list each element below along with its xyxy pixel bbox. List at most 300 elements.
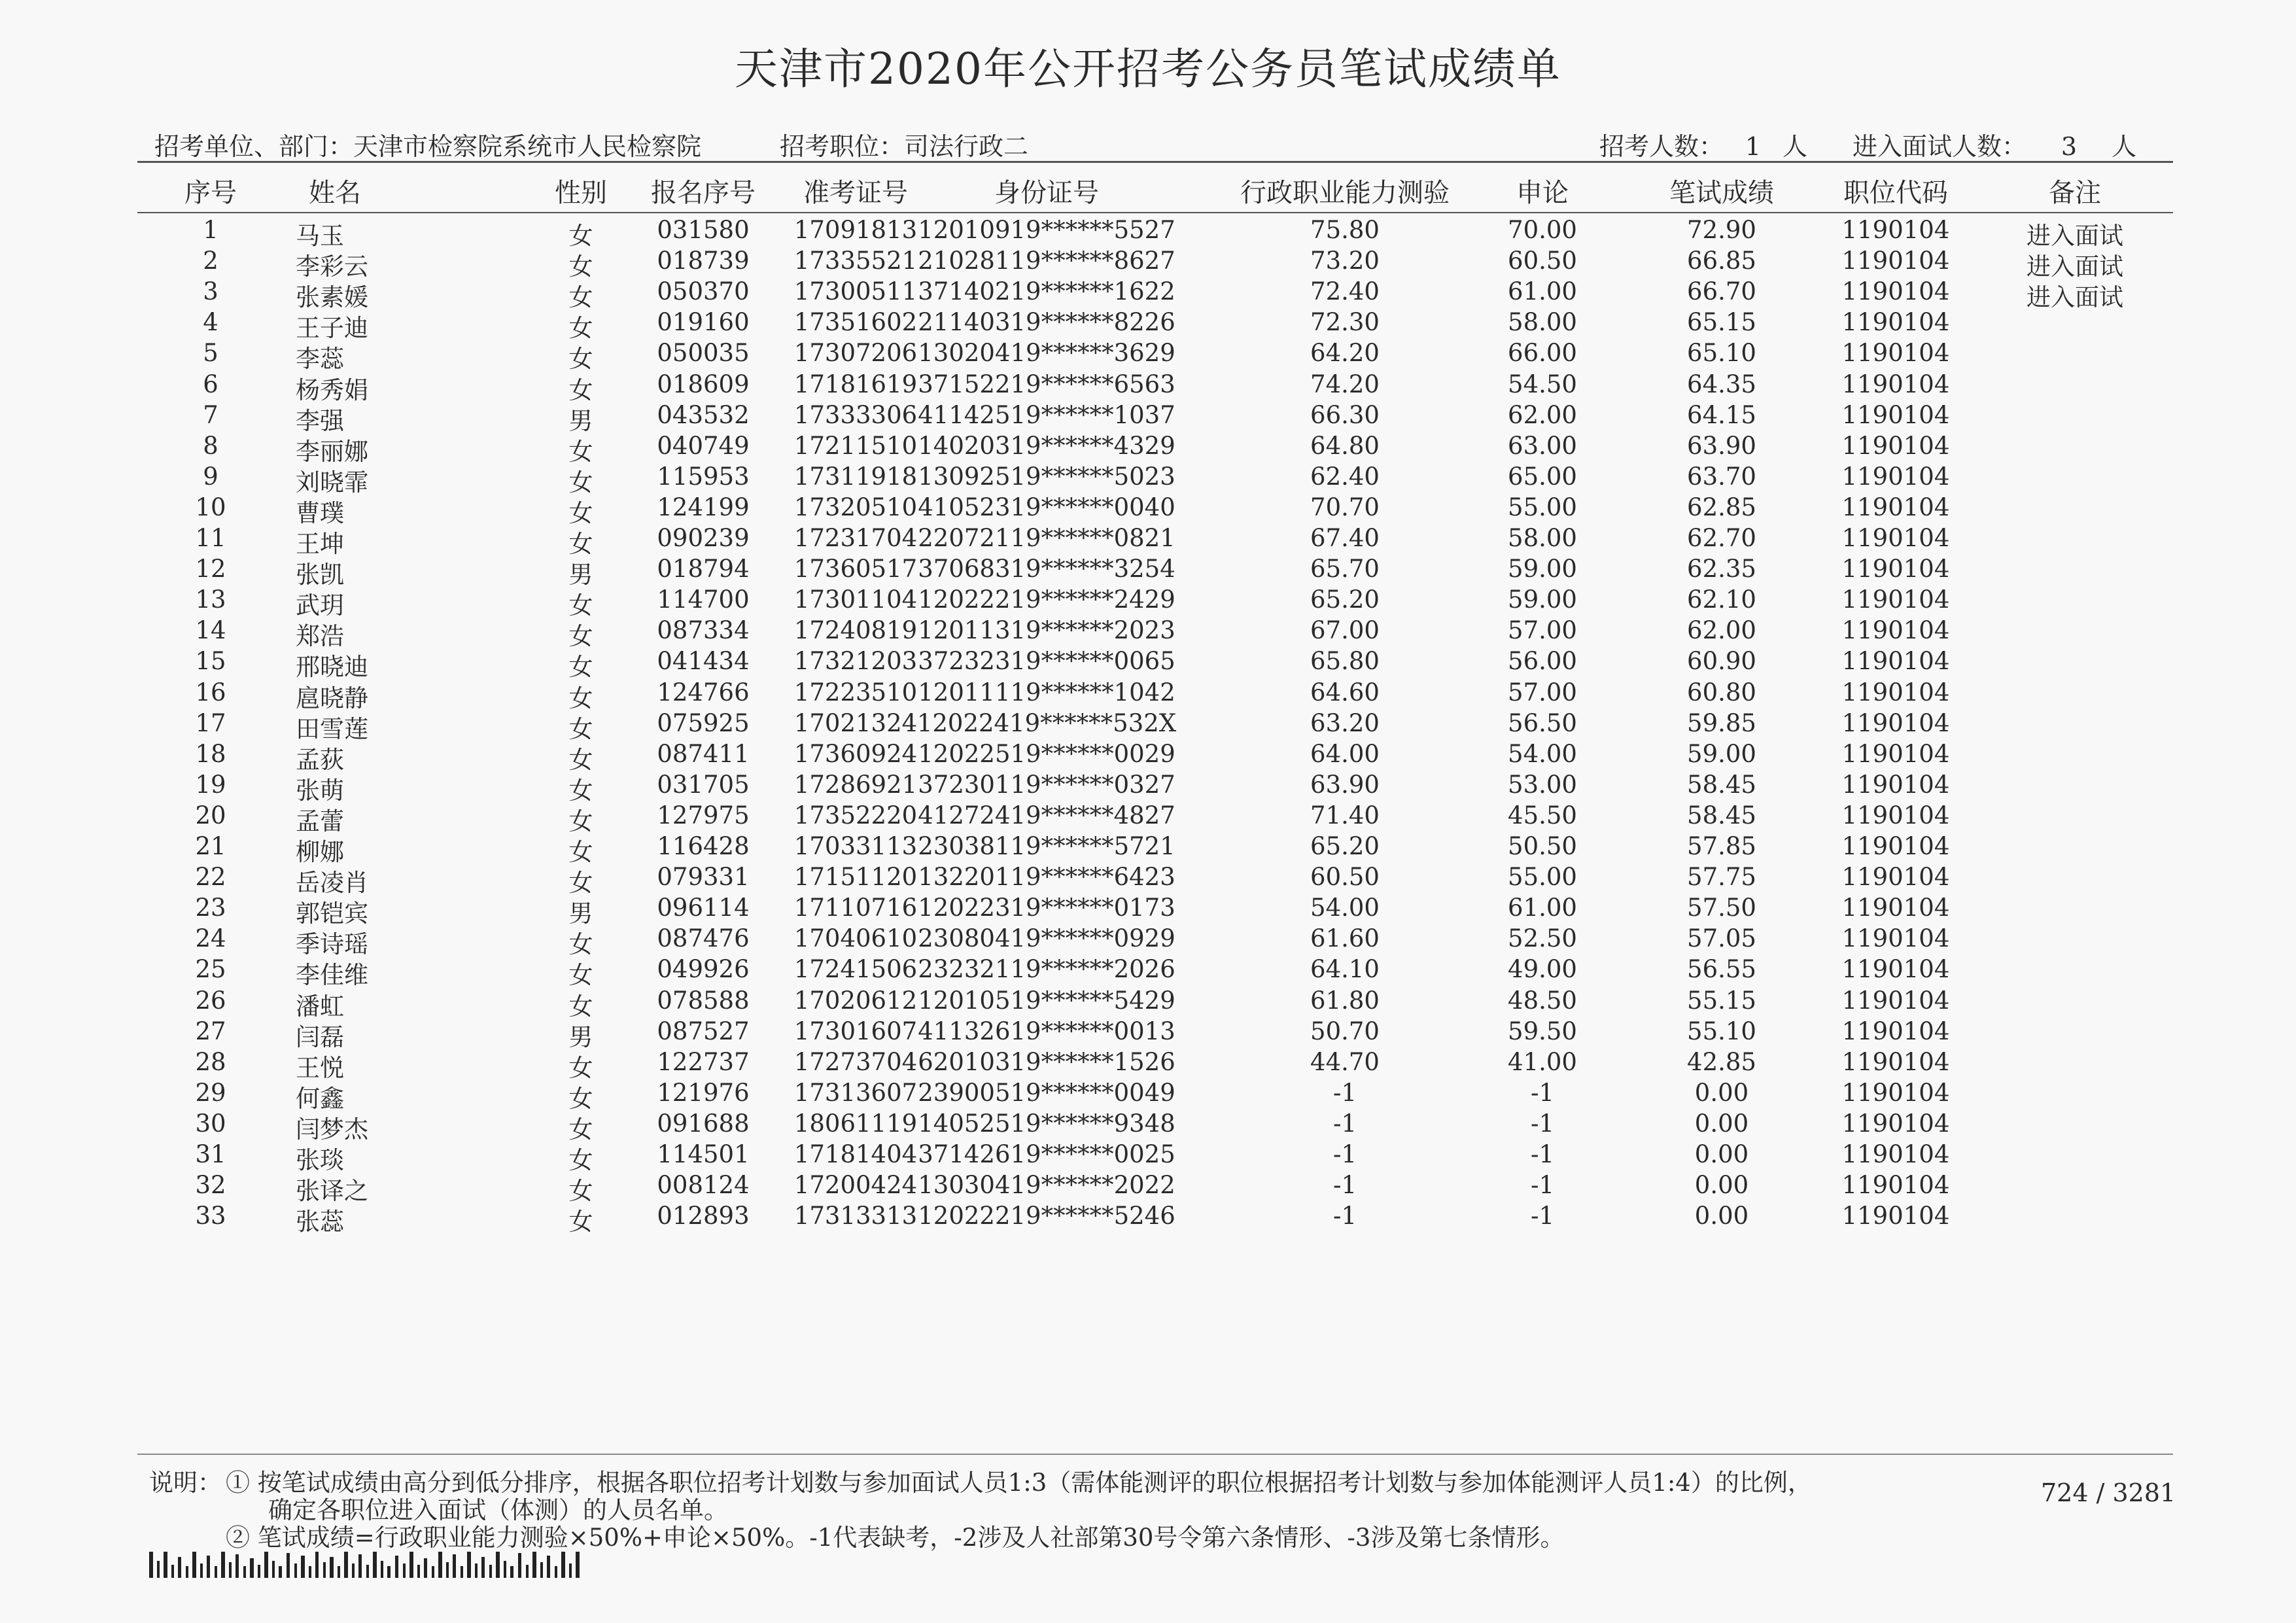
cell-essay-score: 48.50 [1508, 986, 1577, 1015]
table-row [0, 955, 2296, 990]
cell-name: 张译之 [296, 1177, 368, 1206]
cell-name: 邢晓迪 [296, 653, 368, 682]
cell-position-code: 1190104 [1841, 339, 1950, 368]
cell-written-score: 65.15 [1687, 308, 1756, 337]
table-row [0, 1078, 2296, 1113]
cell-registration-no: 114700 [657, 585, 750, 614]
cell-gender: 女 [568, 530, 593, 558]
cell-index: 32 [195, 1171, 226, 1200]
cell-position-code: 1190104 [1841, 1047, 1950, 1076]
cell-admission-ticket: 17311918 [793, 462, 918, 491]
cell-name: 孟蕾 [296, 807, 344, 835]
interview-count-unit: 人 [2112, 132, 2137, 161]
cell-admission-ticket: 17021324 [793, 708, 918, 737]
table-row [0, 647, 2296, 682]
cell-index: 8 [203, 431, 218, 460]
cell-name: 张琰 [296, 1146, 344, 1174]
cell-index: 29 [195, 1078, 226, 1107]
cell-aptitude-score: 61.60 [1310, 924, 1380, 953]
cell-gender: 女 [568, 714, 593, 743]
table-row [0, 555, 2296, 589]
cell-id-number: 62010319******1526 [918, 1047, 1175, 1076]
recruiting-position-label: 招考职位： [780, 132, 905, 161]
cell-admission-ticket: 17313313 [793, 1202, 918, 1230]
cell-id-number: 13220119******6423 [918, 863, 1175, 892]
cell-name: 岳凌肖 [296, 869, 368, 898]
cell-registration-no: 087527 [657, 1017, 750, 1045]
cell-essay-score: 57.00 [1508, 678, 1577, 707]
cell-written-score: 72.90 [1687, 216, 1756, 244]
cell-index: 6 [203, 370, 218, 398]
cell-index: 25 [195, 955, 226, 984]
cell-position-code: 1190104 [1841, 524, 1950, 552]
cell-admission-ticket: 17335521 [793, 247, 918, 275]
cell-written-score: 60.90 [1687, 647, 1756, 676]
cell-written-score: 66.85 [1687, 247, 1756, 275]
cell-essay-score: 59.00 [1508, 585, 1577, 614]
cell-admission-ticket: 17181619 [793, 370, 918, 398]
cell-remark: 进入面试 [2026, 253, 2123, 281]
interview-count-value: 3 [2061, 132, 2078, 161]
interview-count [1852, 126, 2136, 162]
cell-admission-ticket: 17360924 [793, 739, 918, 768]
cell-registration-no: 018794 [657, 555, 750, 584]
cell-index: 14 [195, 616, 226, 645]
table-row [0, 1047, 2296, 1082]
cell-id-number: 13020419******3629 [918, 339, 1175, 368]
cell-position-code: 1190104 [1841, 863, 1950, 892]
cell-admission-ticket: 17020612 [793, 986, 918, 1015]
cell-index: 31 [195, 1140, 226, 1168]
cell-admission-ticket: 17300511 [793, 277, 918, 306]
cell-written-score: 56.55 [1687, 955, 1756, 984]
cell-position-code: 1190104 [1841, 216, 1950, 244]
table-row [0, 678, 2296, 712]
table-row [0, 1171, 2296, 1206]
cell-written-score: 59.00 [1687, 739, 1756, 768]
cell-registration-no: 115953 [657, 462, 750, 491]
table-row [0, 863, 2296, 898]
cell-admission-ticket: 17273704 [793, 1047, 918, 1076]
cell-essay-score: 52.50 [1508, 924, 1577, 953]
cell-position-code: 1190104 [1841, 616, 1950, 645]
cell-admission-ticket: 17240819 [793, 616, 918, 645]
recruiting-unit [154, 126, 701, 162]
cell-index: 33 [195, 1202, 226, 1230]
cell-gender: 女 [568, 591, 593, 620]
cell-registration-no: 050035 [657, 339, 750, 368]
cell-registration-no: 049926 [657, 955, 750, 984]
cell-aptitude-score: 73.20 [1310, 247, 1380, 275]
cell-id-number: 37230119******0327 [918, 770, 1175, 799]
cell-aptitude-score: 67.00 [1310, 616, 1380, 645]
cell-admission-ticket: 17151120 [793, 863, 918, 892]
cell-name: 马玉 [296, 222, 344, 250]
cell-id-number: 23232119******2026 [918, 955, 1175, 984]
cell-essay-score: 56.00 [1508, 647, 1577, 676]
cell-admission-ticket: 17211510 [793, 431, 918, 460]
table-row [0, 1109, 2296, 1143]
cell-position-code: 1190104 [1841, 770, 1950, 799]
cell-gender: 女 [568, 992, 593, 1021]
notes-label: 说明： [149, 1469, 222, 1497]
cell-admission-ticket: 17313607 [793, 1078, 918, 1107]
cell-written-score: 57.75 [1687, 863, 1756, 892]
cell-aptitude-score: -1 [1332, 1078, 1357, 1107]
header-aptitude-test: 行政职业能力测验 [1240, 178, 1450, 208]
cell-written-score: 62.70 [1687, 524, 1756, 552]
cell-aptitude-score: -1 [1332, 1202, 1357, 1230]
cell-index: 7 [203, 400, 218, 429]
cell-aptitude-score: 66.30 [1310, 400, 1380, 429]
cell-written-score: 58.45 [1687, 801, 1756, 829]
cell-registration-no: 043532 [657, 400, 750, 429]
cell-index: 20 [195, 801, 226, 829]
cell-registration-no: 019160 [657, 308, 750, 337]
cell-aptitude-score: 64.80 [1310, 431, 1380, 460]
cell-essay-score: 59.50 [1508, 1017, 1577, 1045]
cell-gender: 女 [568, 437, 593, 466]
cell-index: 28 [195, 1047, 226, 1076]
cell-gender: 女 [568, 930, 593, 959]
table-row [0, 370, 2296, 404]
cell-name: 柳娜 [296, 838, 344, 866]
cell-registration-no: 078588 [657, 986, 750, 1015]
cell-essay-score: 60.50 [1508, 247, 1577, 275]
table-row [0, 894, 2296, 928]
cell-admission-ticket: 17360517 [793, 555, 918, 584]
cell-gender: 男 [568, 1022, 593, 1051]
cell-name: 张素媛 [296, 283, 368, 312]
cell-admission-ticket: 17351602 [793, 308, 918, 337]
cell-registration-no: 121976 [657, 1078, 750, 1107]
cell-admission-ticket: 17333306 [793, 400, 918, 429]
cell-gender: 女 [568, 1084, 593, 1113]
cell-aptitude-score: -1 [1332, 1109, 1357, 1138]
cell-position-code: 1190104 [1841, 924, 1950, 953]
cell-id-number: 12010919******5527 [918, 216, 1175, 244]
barcode [149, 1552, 581, 1578]
cell-written-score: 57.50 [1687, 894, 1756, 922]
cell-registration-no: 008124 [657, 1171, 750, 1200]
table-row [0, 524, 2296, 558]
cell-position-code: 1190104 [1841, 1017, 1950, 1045]
table-row [0, 1140, 2296, 1174]
table-row [0, 708, 2296, 743]
cell-position-code: 1190104 [1841, 832, 1950, 860]
cell-aptitude-score: 50.70 [1310, 1017, 1380, 1045]
cell-aptitude-score: 65.20 [1310, 832, 1380, 860]
cell-written-score: 62.10 [1687, 585, 1756, 614]
cell-essay-score: 54.50 [1508, 370, 1577, 398]
cell-id-number: 41142519******1037 [918, 400, 1175, 429]
cell-essay-score: 54.00 [1508, 739, 1577, 768]
cell-index: 16 [195, 678, 226, 707]
table-row [0, 493, 2296, 527]
cell-registration-no: 087411 [657, 739, 750, 768]
cell-gender: 女 [568, 622, 593, 651]
header-essay: 申论 [1516, 178, 1569, 208]
table-row [0, 339, 2296, 374]
cell-registration-no: 012893 [657, 1202, 750, 1230]
cell-position-code: 1190104 [1841, 1140, 1950, 1168]
cell-gender: 女 [568, 684, 593, 712]
cell-position-code: 1190104 [1841, 555, 1950, 584]
cell-written-score: 0.00 [1694, 1078, 1749, 1107]
hire-count-label: 招考人数： [1599, 132, 1724, 161]
cell-position-code: 1190104 [1841, 1171, 1950, 1200]
cell-admission-ticket: 17301607 [793, 1017, 918, 1045]
cell-position-code: 1190104 [1841, 894, 1950, 922]
cell-position-code: 1190104 [1841, 986, 1950, 1015]
cell-id-number: 12022519******0029 [918, 739, 1175, 768]
cell-name: 何鑫 [296, 1084, 344, 1113]
cell-registration-no: 040749 [657, 431, 750, 460]
cell-gender: 女 [568, 345, 593, 374]
cell-id-number: 12010519******5429 [918, 986, 1175, 1015]
table-row [0, 247, 2296, 281]
cell-aptitude-score: 64.00 [1310, 739, 1380, 768]
cell-written-score: 57.05 [1687, 924, 1756, 953]
cell-admission-ticket: 17352220 [793, 801, 918, 829]
cell-id-number: 23080419******0929 [918, 924, 1175, 953]
cell-name: 郑浩 [296, 622, 344, 651]
cell-written-score: 66.70 [1687, 277, 1756, 306]
cell-id-number: 21140319******8226 [918, 308, 1175, 337]
cell-id-number: 12011119******1042 [918, 678, 1175, 707]
cell-gender: 女 [568, 1053, 593, 1082]
cell-name: 闫梦杰 [296, 1115, 368, 1143]
cell-registration-no: 031705 [657, 770, 750, 799]
cell-index: 11 [195, 524, 226, 552]
cell-essay-score: 63.00 [1508, 431, 1577, 460]
cell-index: 4 [203, 308, 218, 337]
cell-aptitude-score: 64.60 [1310, 678, 1380, 707]
hire-count-value: 1 [1745, 132, 1762, 161]
header-name: 姓名 [309, 178, 361, 208]
cell-gender: 女 [568, 283, 593, 312]
cell-position-code: 1190104 [1841, 247, 1950, 275]
cell-index: 18 [195, 739, 226, 768]
header-id-number: 身份证号 [994, 178, 1099, 208]
table-row [0, 924, 2296, 959]
cell-name: 李丽娜 [296, 437, 368, 466]
table-row [0, 585, 2296, 620]
cell-gender: 女 [568, 776, 593, 805]
header-registration-no: 报名序号 [651, 178, 756, 208]
cell-aptitude-score: 72.40 [1310, 277, 1380, 306]
recruiting-unit-value: 天津市检察院系统市人民检察院 [353, 132, 702, 161]
cell-gender: 女 [568, 468, 593, 497]
cell-aptitude-score: -1 [1332, 1140, 1357, 1168]
cell-id-number: 21028119******8627 [918, 247, 1175, 275]
cell-position-code: 1190104 [1841, 462, 1950, 491]
header-top-rule [137, 161, 2173, 163]
cell-id-number: 14052519******9348 [918, 1109, 1175, 1138]
cell-position-code: 1190104 [1841, 493, 1950, 521]
cell-gender: 女 [568, 961, 593, 990]
cell-admission-ticket: 18061119 [793, 1109, 918, 1138]
hire-count-unit: 人 [1783, 132, 1808, 161]
cell-written-score: 63.70 [1687, 462, 1756, 491]
cell-admission-ticket: 17320510 [793, 493, 918, 521]
notes-line-2: 确定各职位进入面试（体测）的人员名单。 [268, 1496, 728, 1524]
cell-index: 24 [195, 924, 226, 953]
cell-position-code: 1190104 [1841, 585, 1950, 614]
cell-aptitude-score: 65.20 [1310, 585, 1380, 614]
cell-id-number: 37068319******3254 [918, 555, 1175, 584]
cell-aptitude-score: 75.80 [1310, 216, 1380, 244]
cell-id-number: 41132619******0013 [918, 1017, 1175, 1045]
cell-admission-ticket: 17091813 [793, 216, 918, 244]
cell-index: 26 [195, 986, 226, 1015]
hire-count [1599, 126, 1807, 162]
cell-position-code: 1190104 [1841, 370, 1950, 398]
cell-written-score: 55.10 [1687, 1017, 1756, 1045]
footer-rule [137, 1454, 2173, 1455]
cell-aptitude-score: 54.00 [1310, 894, 1380, 922]
cell-name: 李蕊 [296, 345, 344, 374]
cell-gender: 女 [568, 314, 593, 343]
notes-line-3: ② 笔试成绩=行政职业能力测验×50%+申论×50%。-1代表缺考，-2涉及人社部第30号令第六条情形、-3涉及第七条情形。 [226, 1524, 1565, 1552]
cell-id-number: 12022419******532X [916, 708, 1177, 737]
cell-id-number: 23900519******0049 [918, 1078, 1175, 1107]
cell-essay-score: -1 [1530, 1202, 1555, 1230]
cell-admission-ticket: 17301104 [793, 585, 918, 614]
cell-essay-score: 65.00 [1508, 462, 1577, 491]
cell-name: 王子迪 [296, 314, 368, 343]
cell-index: 15 [195, 647, 226, 676]
cell-remark: 进入面试 [2026, 283, 2123, 312]
cell-gender: 女 [568, 653, 593, 682]
cell-essay-score: 61.00 [1508, 277, 1577, 306]
table-row [0, 1017, 2296, 1051]
cell-essay-score: 53.00 [1508, 770, 1577, 799]
cell-position-code: 1190104 [1841, 678, 1950, 707]
cell-name: 李佳维 [296, 961, 368, 990]
cell-gender: 女 [568, 869, 593, 898]
cell-name: 田雪莲 [296, 714, 368, 743]
cell-registration-no: 079331 [657, 863, 750, 892]
cell-written-score: 58.45 [1687, 770, 1756, 799]
cell-gender: 女 [568, 745, 593, 774]
cell-written-score: 65.10 [1687, 339, 1756, 368]
cell-essay-score: 57.00 [1508, 616, 1577, 645]
cell-registration-no: 075925 [657, 708, 750, 737]
table-row [0, 308, 2296, 343]
cell-admission-ticket: 17040610 [793, 924, 918, 953]
cell-registration-no: 031580 [657, 216, 750, 244]
cell-admission-ticket: 17231704 [793, 524, 918, 552]
table-row [0, 739, 2296, 774]
cell-index: 12 [195, 555, 226, 584]
cell-name: 王坤 [296, 530, 344, 558]
cell-aptitude-score: 74.20 [1310, 370, 1380, 398]
cell-registration-no: 091688 [657, 1109, 750, 1138]
cell-id-number: 12022219******5246 [918, 1202, 1175, 1230]
cell-admission-ticket: 17181404 [793, 1140, 918, 1168]
cell-registration-no: 122737 [657, 1047, 750, 1076]
cell-registration-no: 114501 [657, 1140, 750, 1168]
cell-id-number: 13030419******2022 [918, 1171, 1175, 1200]
cell-written-score: 42.85 [1687, 1047, 1756, 1076]
table-row [0, 462, 2296, 497]
cell-id-number: 14020319******4329 [918, 431, 1175, 460]
cell-id-number: 12022219******2429 [918, 585, 1175, 614]
cell-index: 9 [203, 462, 218, 491]
table-row [0, 431, 2296, 466]
cell-name: 季诗瑶 [296, 930, 368, 959]
table-row [0, 400, 2296, 435]
cell-id-number: 37232319******0065 [918, 647, 1175, 676]
cell-index: 21 [195, 832, 226, 860]
cell-name: 张蕊 [296, 1208, 344, 1236]
cell-aptitude-score: 63.20 [1310, 708, 1380, 737]
cell-name: 刘晓霏 [296, 468, 368, 497]
cell-admission-ticket: 17286921 [793, 770, 918, 799]
cell-name: 潘虹 [296, 992, 344, 1021]
cell-id-number: 12022319******0173 [918, 894, 1175, 922]
cell-gender: 女 [568, 1208, 593, 1236]
cell-position-code: 1190104 [1841, 308, 1950, 337]
cell-registration-no: 116428 [657, 832, 750, 860]
cell-written-score: 62.00 [1687, 616, 1756, 645]
cell-essay-score: -1 [1530, 1171, 1555, 1200]
cell-name: 张萌 [296, 776, 344, 805]
cell-index: 3 [203, 277, 218, 306]
cell-id-number: 37142619******0025 [918, 1140, 1175, 1168]
cell-index: 13 [195, 585, 226, 614]
recruiting-position-value: 司法行政二 [904, 132, 1029, 161]
table-row [0, 616, 2296, 651]
cell-index: 22 [195, 863, 226, 892]
cell-gender: 女 [568, 838, 593, 866]
cell-essay-score: 58.00 [1508, 524, 1577, 552]
cell-position-code: 1190104 [1841, 647, 1950, 676]
cell-gender: 女 [568, 498, 593, 527]
cell-aptitude-score: -1 [1332, 1171, 1357, 1200]
cell-name: 曹璞 [296, 498, 344, 527]
cell-written-score: 0.00 [1694, 1109, 1749, 1138]
cell-admission-ticket: 17307206 [793, 339, 918, 368]
cell-index: 30 [195, 1109, 226, 1138]
header-written-score: 笔试成绩 [1669, 178, 1774, 208]
cell-gender: 女 [568, 1146, 593, 1174]
table-row [0, 1202, 2296, 1236]
cell-id-number: 23038119******5721 [918, 832, 1175, 860]
cell-name: 杨秀娟 [296, 375, 368, 404]
cell-index: 23 [195, 894, 226, 922]
cell-written-score: 64.35 [1687, 370, 1756, 398]
cell-essay-score: 55.00 [1508, 493, 1577, 521]
page-title: 天津市2020年公开招考公务员笔试成绩单 [735, 44, 1561, 94]
cell-name: 武玥 [296, 591, 344, 620]
cell-essay-score: 61.00 [1508, 894, 1577, 922]
notes-line-1: ① 按笔试成绩由高分到低分排序，根据各职位招考计划数与参加面试人员1:3（需体能测评的职位根据招考计划数与参加体能测评人员1:4）的比例， [226, 1469, 1812, 1497]
cell-essay-score: 45.50 [1508, 801, 1577, 829]
table-row [0, 832, 2296, 866]
cell-index: 10 [195, 493, 226, 521]
cell-index: 17 [195, 708, 226, 737]
cell-admission-ticket: 17200424 [793, 1171, 918, 1200]
cell-position-code: 1190104 [1841, 1078, 1950, 1107]
cell-gender: 女 [568, 1177, 593, 1206]
cell-aptitude-score: 63.90 [1310, 770, 1380, 799]
cell-name: 扈晓静 [296, 684, 368, 712]
cell-essay-score: 50.50 [1508, 832, 1577, 860]
cell-gender: 男 [568, 561, 593, 589]
cell-index: 5 [203, 339, 218, 368]
